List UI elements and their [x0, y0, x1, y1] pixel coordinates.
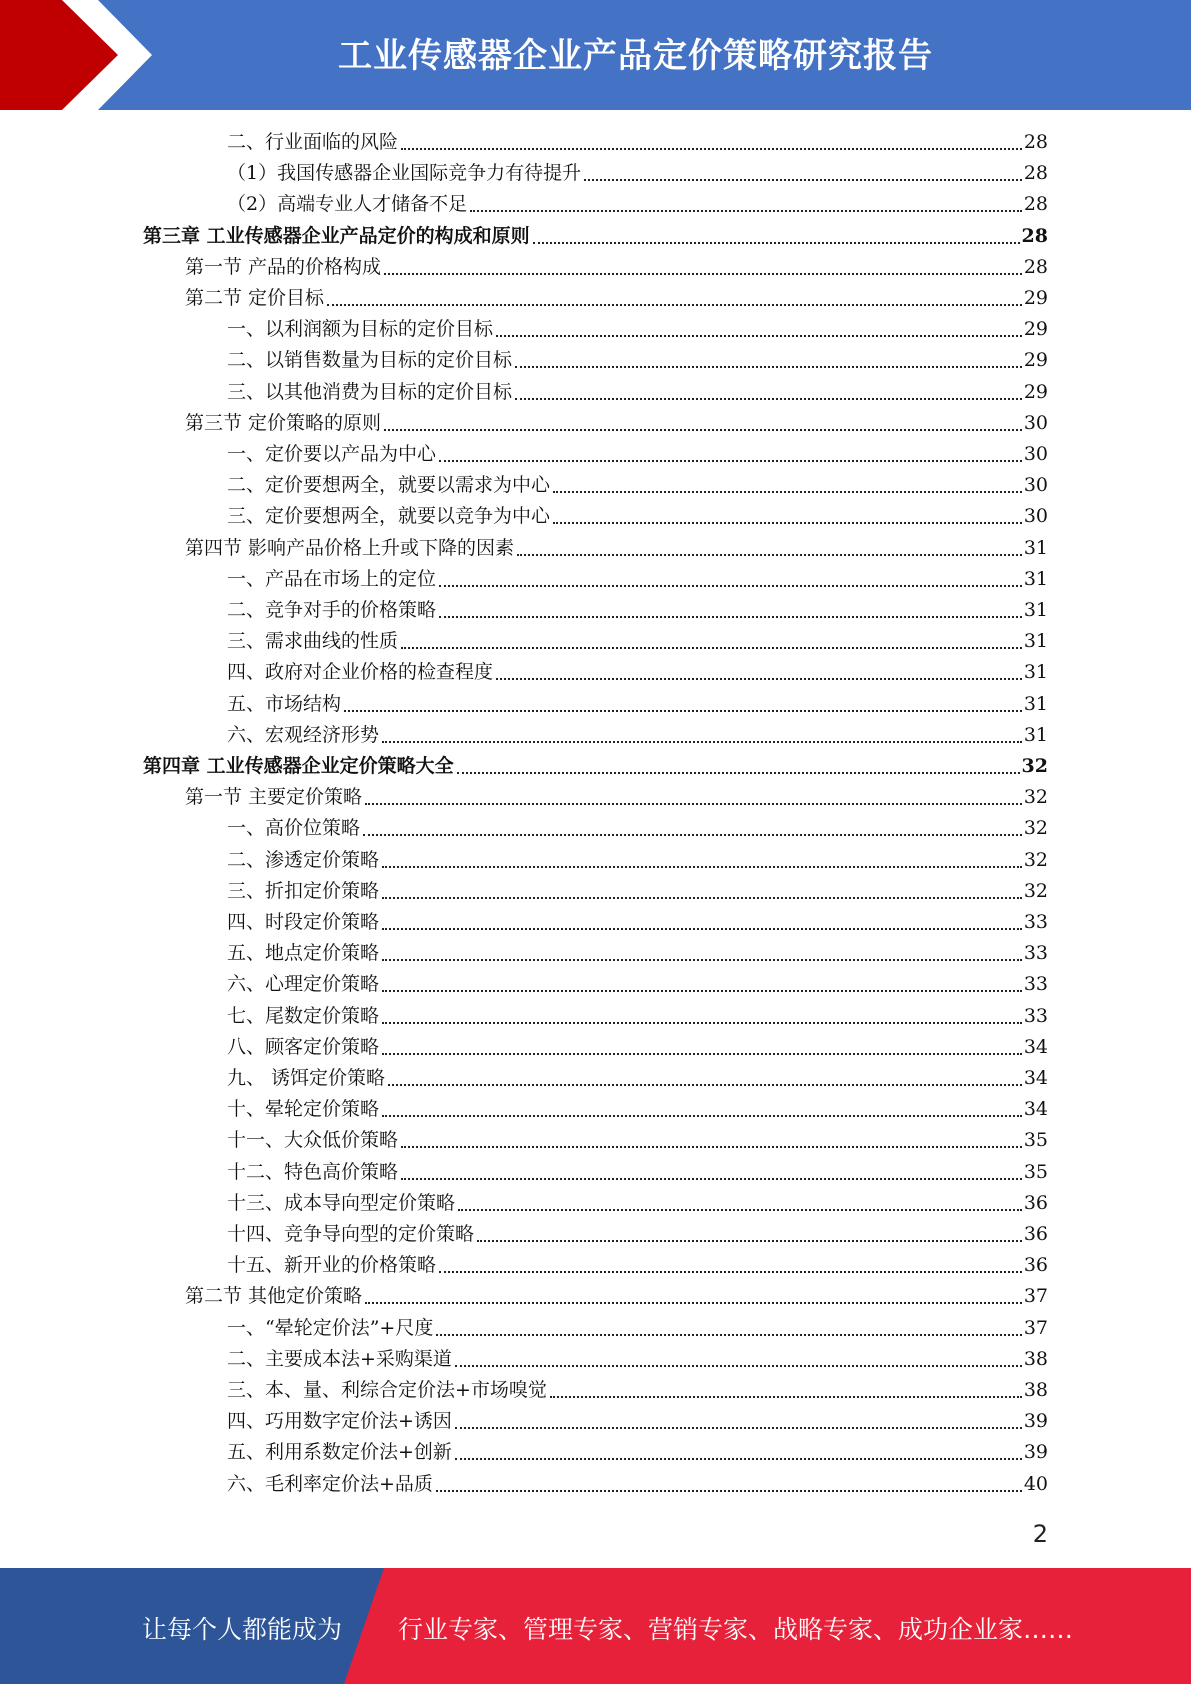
- toc-entry-page: 32: [1023, 848, 1048, 871]
- toc-item-entry[interactable]: [227, 1469, 1048, 1500]
- toc-entry-page: 32: [1023, 817, 1048, 840]
- toc-section-entry[interactable]: [185, 533, 1048, 564]
- toc-entry-page: 29: [1023, 380, 1048, 403]
- toc-entry-title: 二、渗透定价策略: [227, 848, 380, 871]
- toc-dot-leader: [439, 460, 1022, 462]
- toc-item-entry[interactable]: [227, 1188, 1048, 1219]
- toc-dot-leader: [363, 834, 1022, 836]
- toc-dot-leader: [401, 1146, 1022, 1148]
- toc-item-entry[interactable]: [227, 595, 1048, 626]
- toc-entry-title: 二、主要成本法+采购渠道: [227, 1347, 452, 1370]
- header-banner: [0, 0, 1191, 110]
- toc-dot-leader: [517, 554, 1022, 556]
- toc-dot-leader: [496, 678, 1022, 680]
- toc-entry-title: 一、产品在市场上的定位: [227, 567, 437, 590]
- toc-entry-title: 三、定价要想两全，就要以竞争为中心: [227, 505, 551, 528]
- toc-dot-leader: [382, 1022, 1022, 1024]
- toc-dot-leader: [470, 210, 1022, 212]
- toc-entry-page: 38: [1023, 1379, 1048, 1401]
- toc-item-entry[interactable]: [227, 1063, 1048, 1094]
- toc-entry-page: 32: [1021, 755, 1048, 777]
- toc-dot-leader: [496, 335, 1022, 337]
- toc-dot-leader: [533, 242, 1020, 244]
- toc-entry-title: 五、利用系数定价法+创新: [227, 1441, 452, 1464]
- toc-dot-leader: [388, 1084, 1022, 1086]
- toc-entry-page: 32: [1023, 879, 1048, 902]
- toc-entry-title: （2）高端专业人才储备不足: [227, 193, 468, 216]
- toc-dot-leader: [401, 1178, 1022, 1180]
- toc-item-entry[interactable]: [227, 689, 1048, 720]
- toc-dot-leader: [344, 710, 1022, 712]
- report-title: 工业传感器企业产品定价策略研究报告: [338, 36, 933, 76]
- toc-entry-page: 34: [1023, 1035, 1048, 1058]
- toc-entry-title: 六、心理定价策略: [227, 973, 380, 996]
- toc-item-entry[interactable]: [227, 1032, 1048, 1063]
- toc-entry-title: 第一节 产品的价格构成: [185, 255, 382, 278]
- toc-entry-title: 一、高价位策略: [227, 817, 361, 840]
- toc-dot-leader: [327, 304, 1022, 306]
- toc-entry-page: 32: [1023, 786, 1048, 809]
- toc-item-entry[interactable]: [227, 938, 1048, 969]
- toc-item-entry[interactable]: [227, 1406, 1048, 1437]
- toc-section-entry[interactable]: [185, 283, 1048, 314]
- toc-entry-page: 30: [1023, 505, 1048, 528]
- toc-section-entry[interactable]: [185, 1281, 1048, 1312]
- toc-dot-leader: [550, 1396, 1022, 1398]
- toc-entry-page: 33: [1023, 973, 1048, 996]
- toc-dot-leader: [382, 1115, 1022, 1117]
- toc-dot-leader: [458, 1209, 1022, 1211]
- toc-chapter-entry[interactable]: [143, 221, 1048, 252]
- toc-item-entry[interactable]: [227, 189, 1048, 220]
- toc-entry-title: 九、 诱饵定价策略: [227, 1067, 386, 1089]
- toc-item-entry[interactable]: [227, 720, 1048, 751]
- toc-entry-title: 三、需求曲线的性质: [227, 630, 399, 653]
- toc-dot-leader: [436, 1490, 1022, 1492]
- toc-dot-leader: [382, 928, 1022, 930]
- toc-item-entry[interactable]: [227, 657, 1048, 688]
- toc-entry-title: （1）我国传感器企业国际竞争力有待提升: [227, 162, 582, 185]
- toc-entry-title: 二、定价要想两全，就要以需求为中心: [227, 474, 551, 497]
- toc-dot-leader: [457, 772, 1020, 774]
- toc-item-entry[interactable]: [227, 845, 1048, 876]
- toc-entry-page: 35: [1023, 1129, 1048, 1152]
- toc-entry-page: 33: [1023, 942, 1048, 965]
- toc-dot-leader: [455, 1427, 1022, 1429]
- toc-entry-page: 39: [1023, 1441, 1048, 1464]
- toc-dot-leader: [401, 148, 1022, 150]
- toc-entry-title: 第三章 工业传感器企业产品定价的构成和原则: [143, 224, 530, 247]
- toc-item-entry[interactable]: [227, 1250, 1048, 1281]
- toc-dot-leader: [384, 429, 1022, 431]
- toc-dot-leader: [455, 1365, 1022, 1367]
- toc-item-entry[interactable]: [227, 439, 1048, 470]
- toc-entry-title: 第二节 定价目标: [185, 287, 325, 309]
- toc-item-entry[interactable]: [227, 969, 1048, 1000]
- toc-entry-title: 七、尾数定价策略: [227, 1004, 380, 1027]
- toc-entry-page: 30: [1023, 411, 1048, 434]
- toc-entry-page: 28: [1021, 224, 1048, 247]
- toc-item-entry[interactable]: [227, 345, 1048, 376]
- toc-chapter-entry[interactable]: [143, 751, 1048, 782]
- toc-dot-leader: [477, 1240, 1022, 1242]
- toc-entry-page: 28: [1023, 162, 1048, 185]
- toc-entry-page: 30: [1023, 443, 1048, 465]
- toc-item-entry[interactable]: [227, 564, 1048, 595]
- toc-item-entry[interactable]: [227, 127, 1048, 158]
- toc-dot-leader: [436, 1334, 1021, 1336]
- toc-entry-title: 十二、特色高价策略: [227, 1160, 399, 1183]
- toc-entry-title: 十、晕轮定价策略: [227, 1098, 380, 1121]
- toc-entry-title: 三、折扣定价策略: [227, 879, 380, 902]
- toc-entry-title: 第一节 主要定价策略: [185, 786, 363, 809]
- toc-dot-leader: [439, 1271, 1022, 1273]
- toc-entry-page: 36: [1023, 1223, 1048, 1245]
- toc-entry-title: 第二节 其他定价策略: [185, 1285, 363, 1308]
- toc-dot-leader: [455, 1458, 1022, 1460]
- toc-entry-page: 34: [1023, 1098, 1048, 1121]
- toc-entry-page: 30: [1023, 474, 1048, 497]
- toc-dot-leader: [515, 366, 1022, 368]
- toc-entry-title: 十三、成本导向型定价策略: [227, 1191, 456, 1214]
- toc-section-entry[interactable]: [185, 408, 1048, 439]
- toc-entry-page: 36: [1023, 1191, 1048, 1214]
- toc-entry-page: 31: [1023, 536, 1048, 559]
- toc-entry-page: 37: [1023, 1285, 1048, 1308]
- toc-entry-title: 六、宏观经济形势: [227, 723, 380, 746]
- toc-entry-title: 三、以其他消费为目标的定价目标: [227, 380, 513, 403]
- toc-item-entry[interactable]: [227, 377, 1048, 408]
- toc-dot-leader: [382, 897, 1022, 899]
- toc-entry-page: 39: [1023, 1410, 1048, 1433]
- toc-entry-page: 29: [1023, 318, 1048, 341]
- toc-entry-title: 二、行业面临的风险: [227, 131, 399, 153]
- toc-item-entry[interactable]: [227, 626, 1048, 657]
- toc-dot-leader: [365, 1302, 1022, 1304]
- toc-entry-title: 八、顾客定价策略: [227, 1035, 380, 1058]
- toc-entry-page: 28: [1023, 193, 1048, 216]
- toc-entry-title: 十五、新开业的价格策略: [227, 1254, 437, 1277]
- toc-section-entry[interactable]: [185, 782, 1048, 813]
- toc-dot-leader: [382, 741, 1022, 743]
- toc-entry-title: 四、时段定价策略: [227, 911, 380, 933]
- toc-item-entry[interactable]: [227, 876, 1048, 907]
- toc-entry-page: 34: [1023, 1067, 1048, 1089]
- toc-item-entry[interactable]: [227, 813, 1048, 844]
- toc-dot-leader: [553, 491, 1022, 493]
- toc-entry-page: 38: [1023, 1347, 1048, 1370]
- toc-entry-page: 31: [1023, 567, 1048, 590]
- toc-item-entry[interactable]: [227, 1094, 1048, 1125]
- toc-item-entry[interactable]: [227, 314, 1048, 345]
- toc-dot-leader: [382, 866, 1022, 868]
- toc-dot-leader: [439, 616, 1022, 618]
- toc-dot-leader: [401, 647, 1022, 649]
- toc-entry-title: 十一、大众低价策略: [227, 1129, 399, 1152]
- toc-item-entry[interactable]: [227, 1125, 1048, 1156]
- toc-item-entry[interactable]: [227, 907, 1048, 938]
- toc-entry-page: 40: [1023, 1472, 1048, 1495]
- toc-dot-leader: [382, 990, 1022, 992]
- toc-entry-title: 第四节 影响产品价格上升或下降的因素: [185, 536, 515, 559]
- toc-dot-leader: [382, 959, 1022, 961]
- toc-dot-leader: [384, 273, 1022, 275]
- toc-item-entry[interactable]: [227, 470, 1048, 501]
- toc-entry-title: 二、以销售数量为目标的定价目标: [227, 349, 513, 372]
- toc-item-entry[interactable]: [227, 1344, 1048, 1375]
- toc-entry-page: 31: [1023, 630, 1048, 653]
- footer-banner: [0, 1568, 1191, 1684]
- toc-entry-title: 第三节 定价策略的原则: [185, 411, 382, 434]
- toc-entry-page: 28: [1023, 255, 1048, 278]
- toc-entry-title: 第四章 工业传感器企业定价策略大全: [143, 755, 454, 777]
- toc-entry-page: 31: [1023, 723, 1048, 746]
- toc-dot-leader: [515, 398, 1022, 400]
- toc-dot-leader: [382, 1053, 1022, 1055]
- toc-entry-title: 三、本、量、利综合定价法+市场嗅觉: [227, 1379, 547, 1401]
- toc-item-entry[interactable]: [227, 1437, 1048, 1468]
- toc-entry-title: 六、毛利率定价法+品质: [227, 1472, 433, 1495]
- toc-entry-title: 一、“晕轮定价法”+尺度: [227, 1316, 434, 1339]
- toc-entry-title: 五、地点定价策略: [227, 942, 380, 965]
- toc-entry-title: 二、竞争对手的价格策略: [227, 599, 437, 621]
- toc-item-entry[interactable]: [227, 1001, 1048, 1032]
- toc-entry-page: 28: [1023, 131, 1048, 153]
- toc-item-entry[interactable]: [227, 1219, 1048, 1250]
- toc-item-entry[interactable]: [227, 158, 1048, 189]
- toc-entry-page: 29: [1023, 287, 1048, 309]
- toc-entry-page: 36: [1023, 1254, 1048, 1277]
- toc-dot-leader: [439, 585, 1022, 587]
- toc-entry-page: 31: [1023, 599, 1048, 621]
- toc-entry-title: 五、市场结构: [227, 692, 342, 715]
- toc-dot-leader: [365, 803, 1022, 805]
- footer-slogan-right: 行业专家、管理专家、营销专家、战略专家、成功企业家……: [398, 1615, 1074, 1644]
- toc-dot-leader: [584, 179, 1022, 181]
- toc-entry-page: 29: [1023, 349, 1048, 372]
- toc-entry-page: 37: [1023, 1316, 1048, 1339]
- toc-entry-title: 四、巧用数字定价法+诱因: [227, 1410, 452, 1433]
- toc-entry-page: 33: [1023, 911, 1048, 933]
- toc-entry-title: 四、政府对企业价格的检查程度: [227, 661, 494, 684]
- toc-dot-leader: [553, 522, 1022, 524]
- toc-item-entry[interactable]: [227, 1375, 1048, 1406]
- toc-entry-page: 31: [1023, 692, 1048, 715]
- footer-slogan-left: 让每个人都能成为: [142, 1615, 343, 1644]
- toc-entry-page: 35: [1023, 1160, 1048, 1183]
- toc-item-entry[interactable]: [227, 1157, 1048, 1188]
- toc-entry-page: 31: [1023, 661, 1048, 684]
- toc-entry-page: 33: [1023, 1004, 1048, 1027]
- toc-item-entry[interactable]: [227, 501, 1048, 532]
- page-number: 2: [1032, 1520, 1048, 1548]
- toc-entry-title: 十四、竞争导向型的定价策略: [227, 1223, 475, 1245]
- toc-entry-title: 一、以利润额为目标的定价目标: [227, 318, 494, 341]
- toc-section-entry[interactable]: [185, 252, 1048, 283]
- toc-entry-title: 一、定价要以产品为中心: [227, 443, 437, 465]
- toc-item-entry[interactable]: [227, 1313, 1048, 1344]
